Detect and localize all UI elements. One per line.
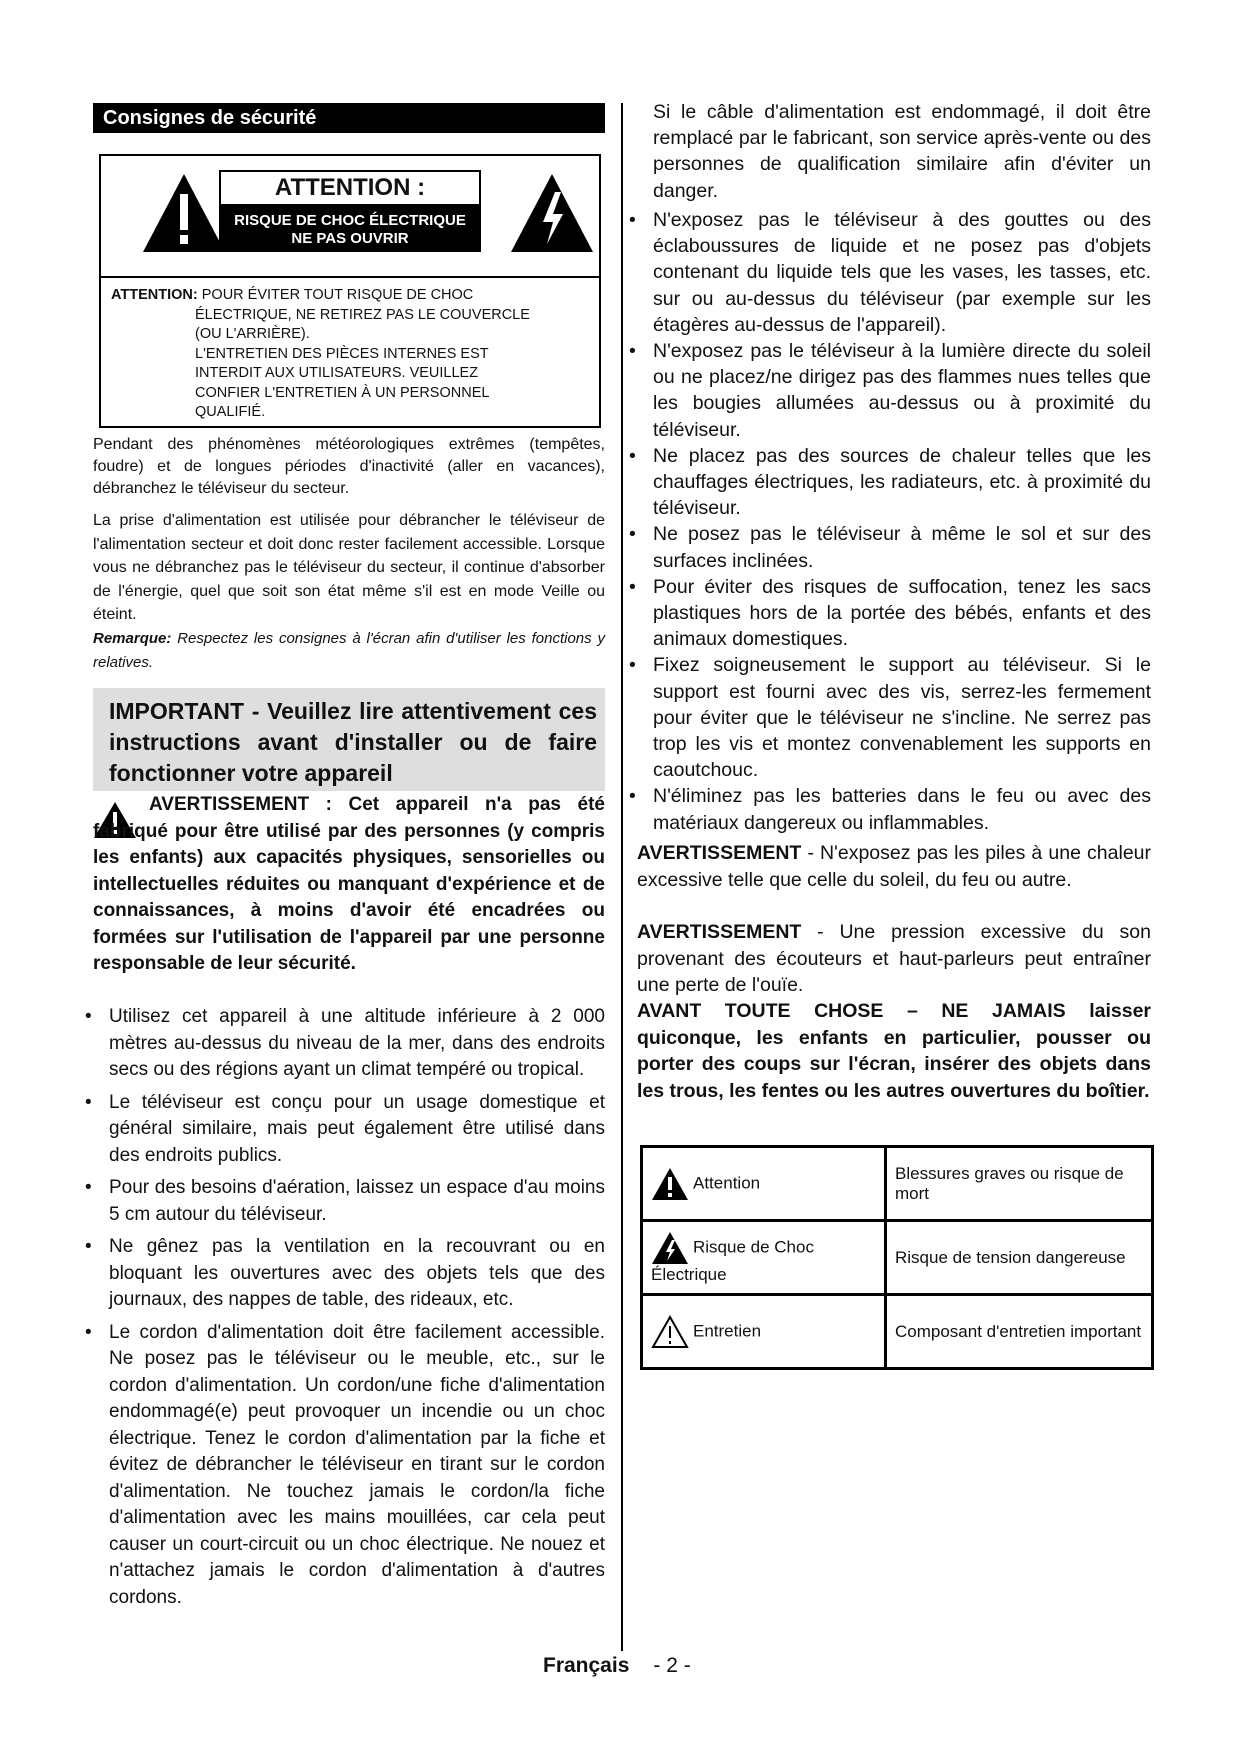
list-item: • Fixez soigneusement le support au téléviseur. Si le support est fourni avec des vis, serrez-les fermement pour éviter que le téléviseur ne s'incline. Ne serrez pas trop les vis et montez convenablement les supports en caoutchouc. <box>637 652 1151 783</box>
sound-warning-label: AVERTISSEMENT <box>637 921 802 943</box>
list-item: • Ne placez pas des sources de chaleur telles que les chauffages électriques, les radiateurs, etc. à proximité du téléviseur. <box>637 443 1151 522</box>
list-item: • Pour éviter des risques de suffocation, tenez les sacs plastiques hors de la portée des bébés, enfants et des animaux domestiques. <box>637 574 1151 653</box>
note-paragraph <box>93 627 605 675</box>
legend-symbol-cell <box>642 1295 886 1369</box>
attention-label-box <box>219 170 481 258</box>
weather-paragraph: Pendant des phénomènes météorologiques extrêmes (tempêtes, foudre) et de longues périodes d'inactivité (aller en vacances), débranchez le téléviseur du secteur. <box>93 436 605 497</box>
warning-line5: INTERDIT AUX UTILISATEURS. VEUILLEZ <box>195 365 479 381</box>
legend-description: Blessures graves ou risque de mort <box>886 1147 1153 1221</box>
exclamation-triangle-icon <box>141 172 227 254</box>
attention-title: ATTENTION : <box>219 170 481 206</box>
list-item: • Ne gênez pas la ventilation en la recouvrant ou en bloquant les ouvertures avec des objets tels que des journaux, des nappes de table, des rideaux, etc. <box>93 1234 605 1314</box>
list-item: • Ne posez pas le téléviseur à même le sol et sur des surfaces inclinées. <box>637 521 1151 573</box>
battery-warning-text: - N'exposez pas les piles à une chaleur excessive telle que celle du soleil, du feu ou autre. <box>637 842 1151 891</box>
list-item: • Pour des besoins d'aération, laissez un espace d'au moins 5 cm autour du téléviseur. <box>93 1175 605 1228</box>
warning-line4: L'ENTRETIEN DES PIÈCES INTERNES EST <box>195 345 489 362</box>
avant-toute-chose-paragraph: AVANT TOUTE CHOSE – NE JAMAIS laisser quiconque, les enfants en particulier, pousser ou porter des coups sur l'écran, insérer des objets dans les trous, les fentes ou les autres ouvertures du boîtier. <box>637 1000 1151 1102</box>
warning-triangle-icon <box>651 1167 689 1201</box>
legend-description: Composant d'entretien important <box>886 1295 1153 1369</box>
table-row <box>642 1295 1153 1369</box>
attention-subtitle-line2: NE PAS OUVRIR <box>291 230 409 247</box>
battery-warning-label: AVERTISSEMENT <box>637 842 802 864</box>
left-bullet-list <box>93 1004 605 1617</box>
right-bullet-list <box>637 207 1151 836</box>
avertissement-paragraph: AVERTISSEMENT : Cet appareil n'a pas été fabriqué pour être utilisé par des personnes (y compris les enfants) aux capacités physiques, sensorielles ou intellectuelles réduites ou manquant d'expérience et de connaissances, à moins d'avoir été encadrées ou formées sur l'utilisation de l'appareil par une personne responsable de leur sécurité. <box>93 794 605 974</box>
page-number: - 2 - <box>653 1654 691 1677</box>
list-item: • Le téléviseur est conçu pour un usage domestique et général similaire, mais peut également être utilisé dans des endroits publics. <box>93 1090 605 1170</box>
warning-line3: (OU L'ARRIÈRE). <box>195 326 310 342</box>
lightning-triangle-icon <box>651 1231 689 1265</box>
lightning-triangle-icon <box>509 172 595 254</box>
footer-language: Français <box>543 1654 630 1677</box>
legend-label: Attention <box>693 1172 761 1192</box>
attention-subtitle-line1: RISQUE DE CHOC ÉLECTRIQUE <box>234 212 466 229</box>
cable-paragraph: Si le câble d'alimentation est endommagé, il doit être remplacé par le fabricant, son service après-vente ou des personnes de qualification similaire afin d'éviter un danger. <box>653 101 1151 202</box>
list-item: • N'exposez pas le téléviseur à la lumière directe du soleil ou ne placez/ne dirigez pas des flammes nues telles que les bougies allumées au-dessus ou à proximité du téléviseur. <box>637 338 1151 443</box>
section-title: Consignes de sécurité <box>93 103 605 133</box>
warning-line2: ÉLECTRIQUE, NE RETIREZ PAS LE COUVERCLE <box>195 306 530 323</box>
warning-header <box>101 156 599 278</box>
list-item: • N'exposez pas le téléviseur à des gouttes ou des éclaboussures de liquide et ne posez pas d'objets contenant du liquide tels que les vases, les tasses, etc. sur ou au-dessus du téléviseur (par exemple sur les étagères au-dessus de l'appareil). <box>637 207 1151 338</box>
table-row <box>642 1221 1153 1295</box>
legend-label: Risque de Choc Électrique <box>651 1236 814 1284</box>
list-item: • N'éliminez pas les batteries dans le feu ou avec des matériaux dangereux ou inflammables. <box>637 783 1151 835</box>
warning-text <box>111 286 591 423</box>
page-footer <box>543 1654 691 1678</box>
warning-line7: QUALIFIÉ. <box>195 404 266 420</box>
legend-label: Entretien <box>693 1320 762 1340</box>
table-row <box>642 1147 1153 1221</box>
list-item: • Le cordon d'alimentation doit être facilement accessible. Ne posez pas le téléviseur ou le meuble, etc., sur le cordon d'alimentation. Un cordon/une fiche d'alimentation endommagé(e) peut provoquer un incendie ou un choc électrique. Tenez le cordon d'alimentation par la fiche et évitez de débrancher le téléviseur en tirant sur le cordon d'alimentation. Ne touchez jamais le cordon/la fiche d'alimentation avec les mains mouillées, car cela peut causer un court-circuit ou un choc électrique. Ne nouez et n'attachez jamais le cordon d'alimentation à d'autres cordons. <box>93 1320 605 1612</box>
legend-symbol-cell <box>642 1221 886 1295</box>
warning-line6: CONFIER L'ENTRETIEN À UN PERSONNEL <box>195 384 490 401</box>
column-divider <box>621 103 623 1651</box>
legend-description: Risque de tension dangereuse <box>886 1221 1153 1295</box>
list-item: • Utilisez cet appareil à une altitude inférieure à 2 000 mètres au-dessus du niveau de la mer, dans des endroits secs ou des régions ayant un climat tempéré ou tropical. <box>93 1004 605 1084</box>
legend-symbol-cell <box>642 1147 886 1221</box>
note-label: Remarque: <box>93 630 172 647</box>
attention-subtitle <box>219 206 481 252</box>
maintenance-triangle-icon <box>651 1315 689 1349</box>
sound-warning <box>637 919 1151 999</box>
battery-warning <box>637 840 1151 893</box>
note-text: Respectez les consignes à l'écran afin d'utiliser les fonctions y relatives. <box>93 630 605 671</box>
plug-paragraph: La prise d'alimentation est utilisée pour débrancher le téléviseur de l'alimentation secteur et doit donc rester facilement accessible. Lorsque vous ne débranchez pas le téléviseur du secteur, il continue d'absorber de l'énergie, quel que soit son état même s'il est en mode Veille ou éteint. <box>93 512 605 623</box>
sound-warning-text: - Une pression excessive du son provenant des écouteurs et haut-parleurs peut entraîner une perte de l'ouïe. <box>637 921 1151 996</box>
important-banner: IMPORTANT - Veuillez lire attentivement ces instructions avant d'installer ou de faire fonctionner votre appareil <box>93 688 605 791</box>
symbol-legend-table <box>640 1145 1154 1370</box>
warning-label: ATTENTION: <box>111 287 198 303</box>
electric-shock-warning-box <box>99 154 601 428</box>
warning-line1: POUR ÉVITER TOUT RISQUE DE CHOC <box>197 287 474 303</box>
